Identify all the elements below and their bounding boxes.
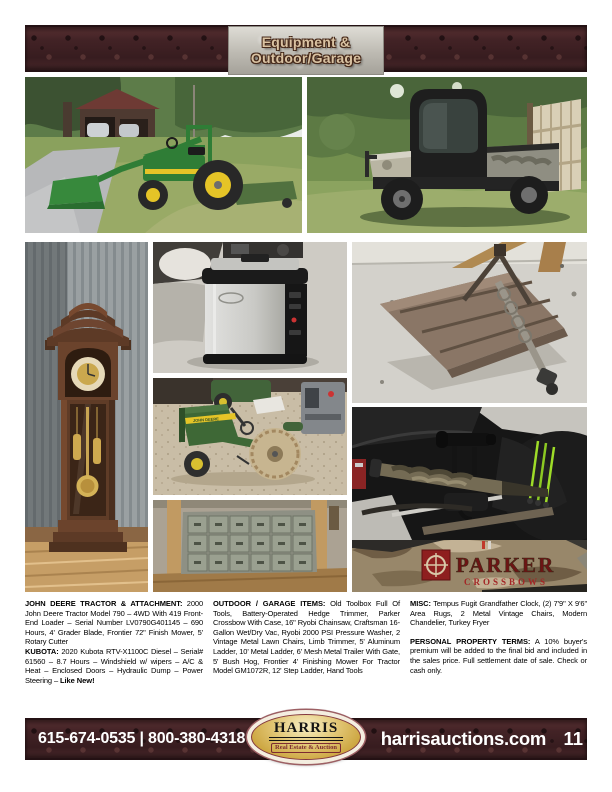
photo-pedal-tractor	[153, 378, 347, 495]
photo-grandfather-clock	[25, 242, 148, 592]
rotary-cutter-illustration	[352, 242, 587, 403]
harris-logo-oval	[251, 714, 361, 760]
photo-parker-crossbows-limb	[352, 540, 587, 592]
terms-paragraph	[410, 637, 587, 675]
kubota-like-new: Like New!	[59, 675, 95, 685]
description-column-1	[25, 599, 203, 685]
page-number: 11	[563, 728, 583, 749]
outdoor-garage-paragraph	[213, 599, 400, 676]
section-title-banner	[228, 26, 384, 75]
crossbow-case-illustration	[352, 407, 587, 540]
terms-text: A 10% buyer's premium will be added to the final bid and included in the sales price. Full settlement date of sale. Check or cash only.	[410, 636, 587, 675]
photo-crossbow-case	[352, 407, 587, 540]
parker-logo-text: PARKER	[456, 553, 556, 577]
grandfather-clock-illustration	[25, 242, 148, 592]
outdoor-garage-label: OUTDOOR / GARAGE ITEMS:	[213, 599, 326, 608]
photo-turkey-fryer	[153, 242, 347, 373]
parker-limb-illustration	[352, 540, 587, 592]
john-deere-text: 2000 John Deere Tractor Model 790 – 4WD With 419 Front-End Loader – Serial Number LV0790G401145 – 690 Hours, 4' Grader Blade, Frontier 72" Finish Mower, 5' Rotary Cutter	[25, 599, 203, 647]
footer-website: harrisauctions.com	[380, 728, 546, 749]
kubota-paragraph	[25, 647, 203, 685]
harris-logo-subtitle: Real Estate & Auction	[271, 743, 341, 753]
outdoor-garage-text: Old Toolbox Full Of Tools, Battery-Operated Hedge Trimmer, Parker Crossbow With Case, 16" Ryobi Chainsaw, Craftsman 16-Gallon Wet/Dry Vac, Ryobi 2000 PSI Pressure Washer, 2 Vintage Metal Lawn Chairs, Limb Trimmer, 5' Aluminum Ladder, 10' Metal Ladder, 6' Mesh Metal Trailer With Gate, 5' Bush Hog, Frontier 4' Finishing Mower For Tractor Model GM1072R, 12' Step Ladder, Hand Tools	[213, 599, 400, 676]
harris-logo-title: HARRIS	[273, 720, 339, 737]
pedal-tractor-decal: JOHN DEERE	[192, 416, 220, 423]
harris-logo	[247, 710, 365, 764]
john-deere-paragraph	[25, 599, 203, 647]
description-column-2	[213, 599, 400, 685]
description-text-area	[25, 599, 587, 685]
misc-paragraph	[410, 599, 587, 628]
kubota-label: KUBOTA:	[25, 646, 59, 656]
misc-text: Tempus Fugit Grandfather Clock, (2) 7'9" X 9'6" Area Rugs, 2 Metal Vintage Chairs, Modern Chandelier, Turkey Fryer	[410, 599, 587, 628]
pedal-tractor-illustration	[153, 378, 347, 495]
section-title-line2: Outdoor/Garage	[250, 49, 362, 66]
harris-logo-divider	[269, 737, 343, 741]
kubota-text: 2020 Kubota RTV-X1100C Diesel – Serial# 61560 – 8.7 Hours – Windshield w/ wipers – A/C & Heat – Enclosed Doors – Hydraulic Dump – Power Steering –	[25, 646, 203, 685]
misc-label: MISC:	[410, 599, 431, 608]
photo-metal-drawer-cabinet	[153, 500, 347, 592]
john-deere-tractor-illustration	[25, 77, 302, 233]
terms-label: PERSONAL PROPERTY TERMS:	[410, 636, 531, 646]
header-decorative-band	[25, 25, 587, 72]
turkey-fryer-illustration	[153, 242, 347, 373]
photo-kubota-rtv	[307, 77, 587, 233]
description-column-3	[410, 599, 587, 685]
john-deere-label: JOHN DEERE TRACTOR & ATTACHMENT:	[25, 599, 183, 608]
photo-rotary-cutter	[352, 242, 587, 403]
parker-logo-subtext: CROSSBOWS	[464, 577, 549, 587]
footer-phone-numbers: 615-674-0535 | 800-380-4318	[38, 730, 246, 747]
kubota-rtv-illustration	[307, 77, 587, 233]
metal-cabinet-illustration	[153, 500, 347, 592]
photo-john-deere-tractor	[25, 77, 302, 233]
section-title-line1: Equipment &	[261, 34, 351, 50]
